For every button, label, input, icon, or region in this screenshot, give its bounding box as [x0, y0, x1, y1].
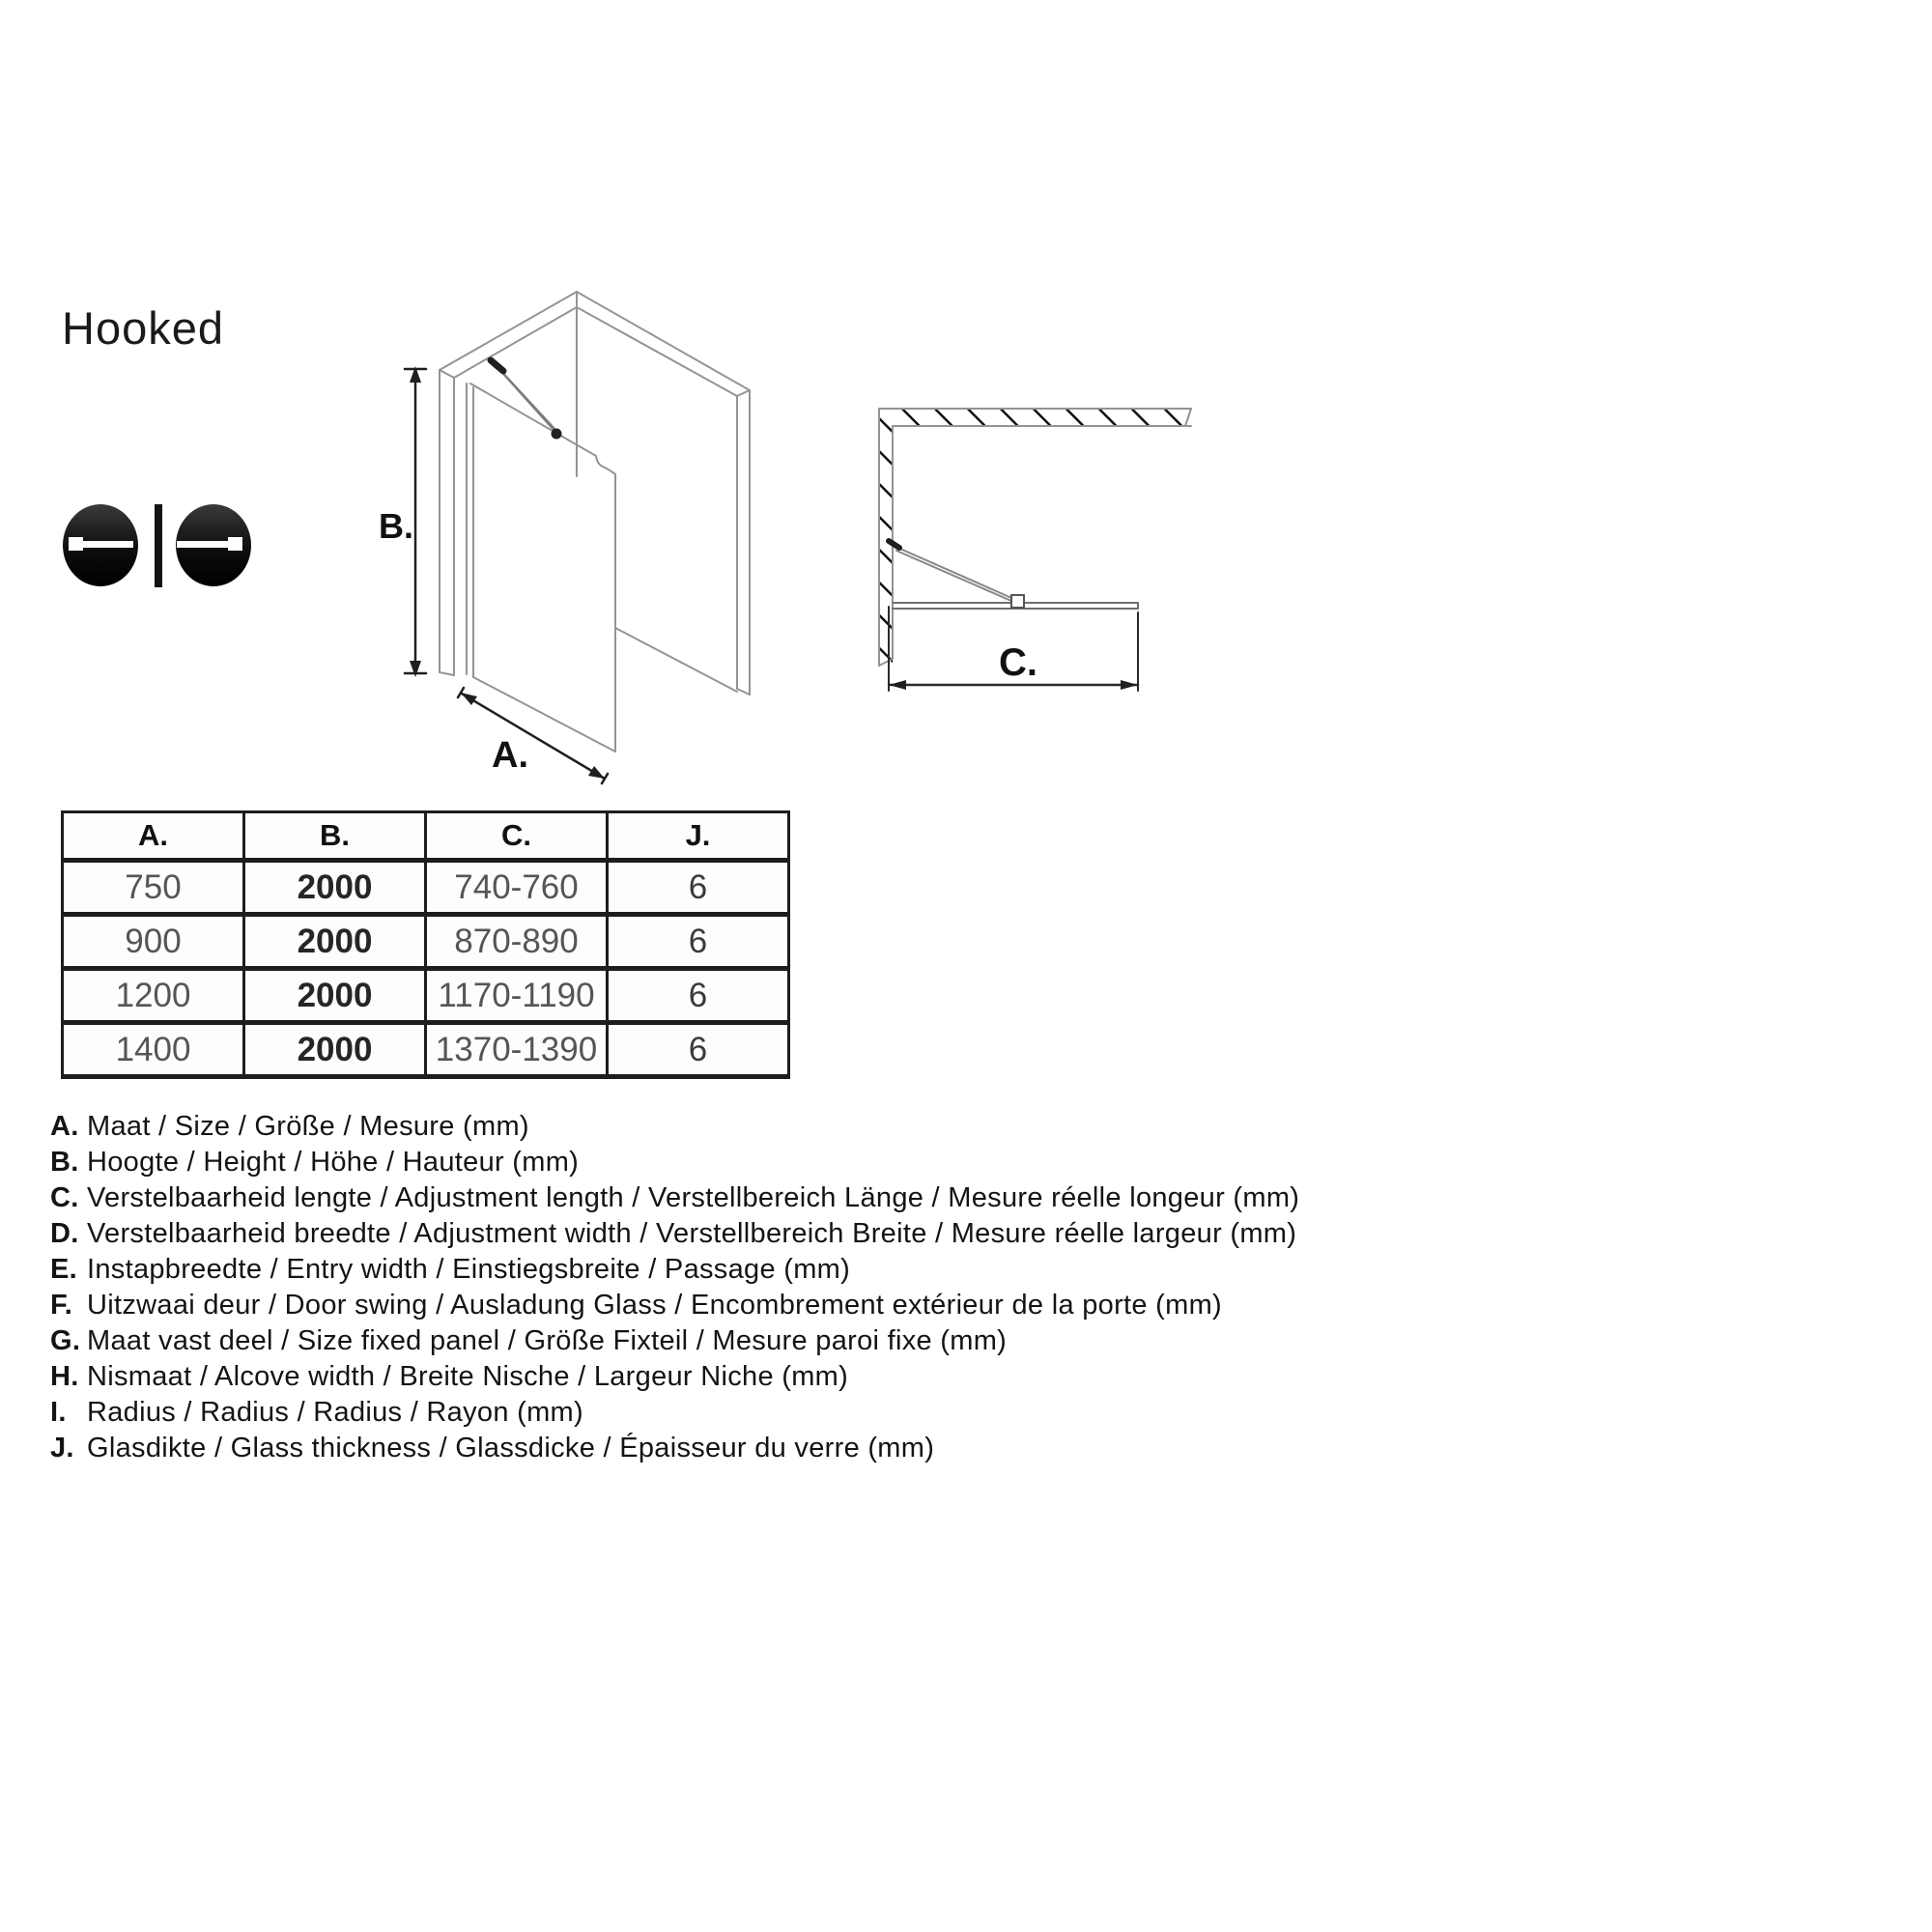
legend-text: Maat / Size / Größe / Mesure (mm) [87, 1111, 529, 1142]
cell-adjust: 1170-1190 [426, 969, 608, 1023]
legend-key: D. [50, 1218, 79, 1249]
cell-thickness: 6 [608, 861, 789, 915]
cell-size: 900 [63, 915, 244, 969]
col-header-b: B. [244, 812, 426, 861]
legend-key: A. [50, 1111, 79, 1142]
legend-text: Hoogte / Height / Höhe / Hauteur (mm) [87, 1147, 580, 1178]
cell-height: 2000 [244, 969, 426, 1023]
legend-key: B. [50, 1147, 79, 1178]
cell-adjust: 740-760 [426, 861, 608, 915]
col-header-a: A. [63, 812, 244, 861]
cell-adjust: 870-890 [426, 915, 608, 969]
cell-adjust: 1370-1390 [426, 1023, 608, 1077]
dimensions-table [61, 810, 790, 1079]
door-bar-knob-right-icon [176, 504, 251, 586]
cell-thickness: 6 [608, 969, 789, 1023]
wall-hatching [879, 409, 1191, 666]
col-header-j: J. [608, 812, 789, 861]
wall-outline [879, 409, 1191, 666]
label-a: A. [492, 735, 528, 776]
legend-text: Verstelbaarheid breedte / Adjustment width / Verstellbereich Breite / Mesure réelle largeur (mm) [87, 1218, 1297, 1249]
legend-key: F. [50, 1290, 73, 1321]
table-row [63, 915, 789, 969]
cell-height: 2000 [244, 1023, 426, 1077]
legend-text: Maat vast deel / Size fixed panel / Größe Fixteil / Mesure paroi fixe (mm) [87, 1325, 1008, 1356]
legend-item-h [50, 1359, 1299, 1395]
table-row [63, 969, 789, 1023]
table-row [63, 861, 789, 915]
legend-key: J. [50, 1433, 74, 1463]
legend-text: Uitzwaai deur / Door swing / Ausladung Glass / Encombrement extérieur de la porte (mm) [87, 1290, 1223, 1321]
table-header-row [63, 812, 789, 861]
technical-drawings [319, 275, 1217, 807]
legend-text: Nismaat / Alcove width / Breite Nische / Largeur Niche (mm) [87, 1361, 849, 1392]
door-bar-knob-left-icon [63, 504, 138, 586]
cell-size: 1400 [63, 1023, 244, 1077]
legend-key: G. [50, 1325, 81, 1356]
legend-text: Instapbreedte / Entry width / Einstiegsbreite / Passage (mm) [87, 1254, 851, 1285]
legend-item-e [50, 1252, 1299, 1288]
legend-item-g [50, 1323, 1299, 1359]
cell-size: 1200 [63, 969, 244, 1023]
page-title: Hooked [62, 302, 224, 354]
legend-text: Glasdikte / Glass thickness / Glassdicke / Épaisseur du verre (mm) [87, 1433, 935, 1463]
legend-text: Verstelbaarheid lengte / Adjustment length / Verstellbereich Länge / Mesure réelle longeur (mm) [87, 1182, 1300, 1213]
legend-item-j [50, 1431, 1299, 1466]
legend-item-a [50, 1109, 1299, 1145]
legend [50, 1109, 1299, 1466]
legend-key: H. [50, 1361, 79, 1392]
cell-size: 750 [63, 861, 244, 915]
cell-height: 2000 [244, 861, 426, 915]
legend-key: I. [50, 1397, 67, 1428]
label-c: C. [999, 641, 1037, 684]
perspective-view [379, 292, 750, 783]
cell-thickness: 6 [608, 915, 789, 969]
wall-left [440, 292, 577, 675]
legend-item-f [50, 1288, 1299, 1323]
glass-panel [467, 384, 615, 752]
legend-key: E. [50, 1254, 77, 1285]
legend-text: Radius / Radius / Radius / Rayon (mm) [87, 1397, 583, 1428]
legend-key: C. [50, 1182, 79, 1213]
mounting-option-icons [56, 499, 255, 591]
plan-view [879, 409, 1191, 691]
legend-item-d [50, 1216, 1299, 1252]
legend-item-c [50, 1180, 1299, 1216]
cell-height: 2000 [244, 915, 426, 969]
col-header-c: C. [426, 812, 608, 861]
legend-item-b [50, 1145, 1299, 1180]
label-b: B. [379, 506, 413, 546]
legend-item-i [50, 1395, 1299, 1431]
cell-thickness: 6 [608, 1023, 789, 1077]
support-bar [491, 360, 562, 440]
support-bar-top [889, 541, 1024, 608]
wall-right [577, 292, 750, 695]
icon-divider [155, 504, 162, 587]
table-row [63, 1023, 789, 1077]
